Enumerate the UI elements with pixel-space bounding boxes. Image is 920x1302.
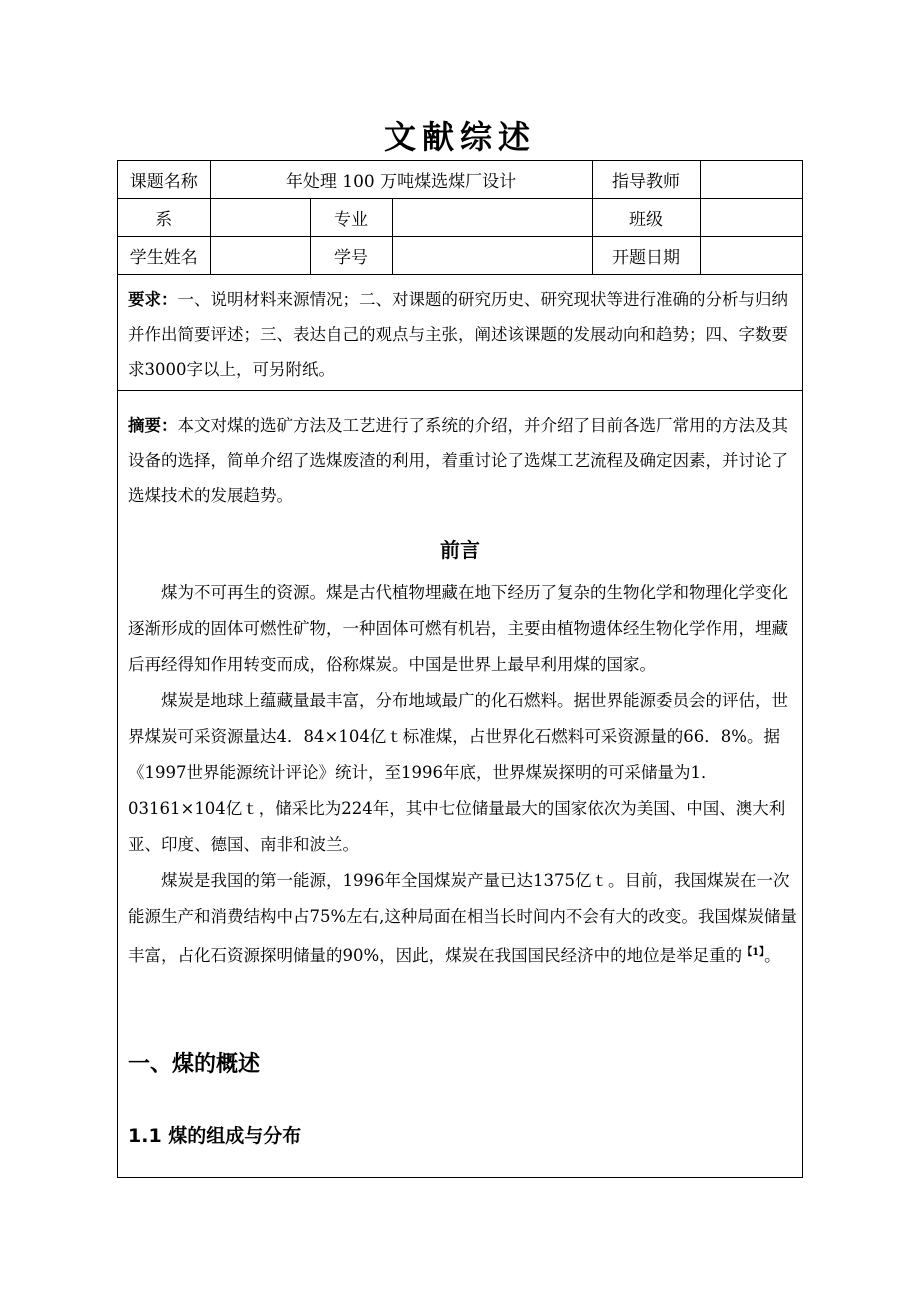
requirements-block (118, 274, 802, 391)
id-value[interactable] (392, 237, 592, 275)
paragraph-tail: 。 (764, 946, 781, 965)
class-label: 班级 (592, 199, 700, 237)
date-label: 开题日期 (592, 237, 700, 275)
citation-ref[interactable]: 【1】 (742, 947, 765, 958)
student-label: 学生姓名 (118, 237, 210, 275)
topic-label: 课题名称 (118, 161, 210, 199)
date-value[interactable] (700, 237, 802, 275)
paragraph (128, 863, 800, 974)
abstract-text: 本文对煤的选矿方法及工艺进行了系统的介绍，并介绍了目前各选厂常用的方法及其设备的选择，简单介绍了选煤废渣的利用，着重讨论了选煤工艺流程及确定因素，并讨论了选煤技术的发展趋势。 (128, 416, 788, 505)
requirements-label: 要求： (128, 290, 178, 309)
topic-value: 年处理 100 万吨煤选煤厂设计 (210, 161, 592, 199)
requirements-text: 一、说明材料来源情况；二、对课题的研究历史、研究现状等进行准确的分析与归纳并作出简要评述；三、表达自己的观点与主张，阐述该课题的发展动向和趋势；四、字数要求3000字以上，可另附纸。 (128, 290, 788, 379)
preface-heading: 前言 (440, 538, 480, 562)
student-value[interactable] (210, 237, 310, 275)
page-title: 文献综述 (383, 118, 536, 156)
major-label: 专业 (310, 199, 392, 237)
subsection-heading: 1.1 煤的组成与分布 (128, 1125, 302, 1147)
abstract-block (128, 408, 796, 513)
dept-label: 系 (118, 199, 210, 237)
paragraph: 煤为不可再生的资源。煤是古代植物埋藏在地下经历了复杂的生物化学和物理化学变化逐渐形成的固体可燃性矿物，一种固体可燃有机岩，主要由植物遗体经生物化学作用，埋藏后再经得知作用转变而成，俗称煤炭。中国是世界上最早利用煤的国家。 (128, 583, 788, 674)
section-heading: 一、煤的概述 (128, 1052, 261, 1077)
table-row (118, 161, 802, 199)
table-row (118, 237, 802, 275)
paragraph: 煤炭是地球上蕴藏量最丰富，分布地域最广的化石燃料。据世界能源委员会的评估，世界煤炭可采资源量达4．84×104亿ｔ标准煤，占世界化石燃料可采资源量的66．8%。据《1997世界能源统计评论》统计，至1996年底，世界煤炭探明的可采储量为1．03161×104亿ｔ，储采比为224年，其中七位储量最大的国家依次为美国、中国、澳大利亚、印度、德国、南非和波兰。 (128, 691, 788, 854)
advisor-value[interactable] (700, 161, 802, 199)
table-row (118, 199, 802, 237)
proposal-form (117, 160, 803, 1178)
advisor-label: 指导教师 (592, 161, 700, 199)
class-value[interactable] (700, 199, 802, 237)
id-label: 学号 (310, 237, 392, 275)
preface-body (128, 575, 800, 974)
major-value[interactable] (392, 199, 592, 237)
abstract-label: 摘要： (128, 416, 178, 435)
info-table (118, 161, 802, 275)
paragraph-text: 煤炭是我国的第一能源，1996年全国煤炭产量已达1375亿ｔ。目前，我国煤炭在一次能源生产和消费结构中占75%左右,这种局面在相当长时间内不会有大的改变。我国煤炭储量丰富，占化石资源探明储量的90%，因此，煤炭在我国国民经济中的地位是举足重的 (128, 871, 797, 965)
dept-value[interactable] (210, 199, 310, 237)
